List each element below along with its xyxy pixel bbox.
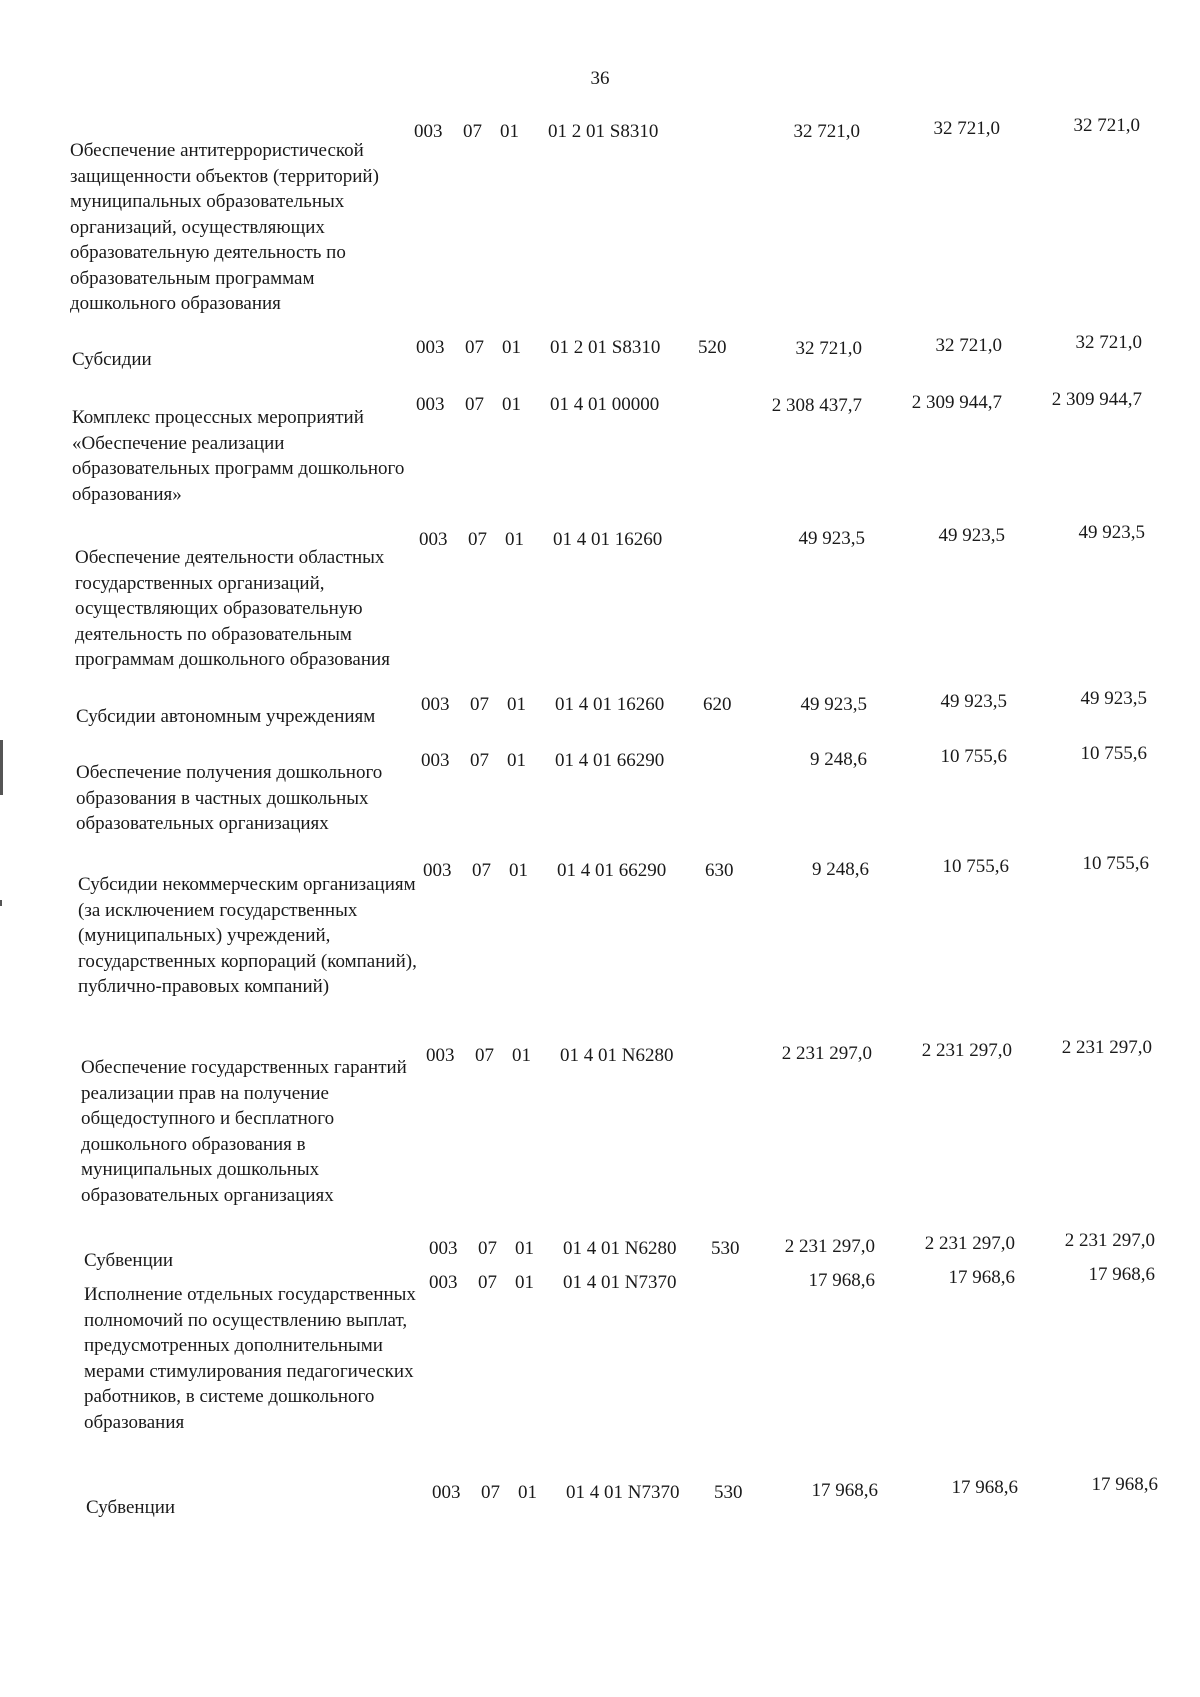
amount-year-1: 2 231 297,0 (784, 1236, 875, 1257)
target-item-code: 01 4 01 N7370 (563, 1272, 677, 1293)
amount-year-3: 49 923,5 (1078, 522, 1145, 543)
amount-year-1: 9 248,6 (812, 859, 869, 880)
row-name: Субвенции (86, 1497, 176, 1518)
grbs-code: 003 (432, 1482, 461, 1503)
amount-year-1: 32 721,0 (795, 338, 862, 359)
target-item-code: 01 4 01 16260 (555, 694, 665, 715)
amount-year-2: 2 231 297,0 (921, 1040, 1012, 1061)
scan-edge-mark (0, 740, 3, 795)
expense-type-code: 530 (711, 1238, 740, 1259)
amount-year-2: 17 968,6 (951, 1477, 1018, 1498)
subsection-code: 01 (518, 1482, 537, 1503)
row-name: Обеспечение государственных гарантий реализации прав на получение общедоступного и бесплатного дошкольного образования в муниципальных дошкольных образовательных организациях (81, 1057, 407, 1206)
amount-year-1: 17 968,6 (811, 1480, 878, 1501)
grbs-code: 003 (429, 1272, 458, 1293)
grbs-code: 003 (421, 750, 450, 771)
target-item-code: 01 4 01 16260 (553, 529, 663, 550)
target-item-code: 01 4 01 66290 (555, 750, 665, 771)
expense-type-code: 620 (703, 694, 732, 715)
grbs-code: 003 (419, 529, 448, 550)
amount-year-1: 2 231 297,0 (781, 1043, 872, 1064)
subsection-code: 01 (509, 860, 528, 881)
grbs-code: 003 (416, 394, 445, 415)
expense-type-code: 530 (714, 1482, 743, 1503)
amount-year-2: 17 968,6 (948, 1267, 1015, 1288)
section-code: 07 (478, 1238, 497, 1259)
subsection-code: 01 (502, 394, 521, 415)
section-code: 07 (478, 1272, 497, 1293)
target-item-code: 01 4 01 N6280 (560, 1045, 674, 1066)
row-name: Комплекс процессных мероприятий «Обеспечение реализации образовательных программ дошкольного образования» (72, 407, 405, 505)
subsection-code: 01 (512, 1045, 531, 1066)
grbs-code: 003 (426, 1045, 455, 1066)
amount-year-2: 49 923,5 (938, 525, 1005, 546)
grbs-code: 003 (421, 694, 450, 715)
amount-year-2: 32 721,0 (935, 335, 1002, 356)
amount-year-3: 49 923,5 (1080, 688, 1147, 709)
row-name: Обеспечение антитеррористической защищенности объектов (территорий) муниципальных образовательных организаций, осуществляющих образовательную деятельность по образовательным программам дошкольного образования (70, 140, 379, 314)
amount-year-3: 32 721,0 (1075, 332, 1142, 353)
grbs-code: 003 (414, 121, 443, 142)
amount-year-2: 2 231 297,0 (924, 1233, 1015, 1254)
row-name: Субвенции (84, 1250, 174, 1271)
section-code: 07 (470, 694, 489, 715)
section-code: 07 (481, 1482, 500, 1503)
expense-type-code: 520 (698, 337, 727, 358)
subsection-code: 01 (500, 121, 519, 142)
amount-year-3: 17 968,6 (1091, 1474, 1158, 1495)
subsection-code: 01 (502, 337, 521, 358)
section-code: 07 (475, 1045, 494, 1066)
row-name: Исполнение отдельных государственных полномочий по осуществлению выплат, предусмотренных дополнительными мерами стимулирования педагогических работников, в системе дошкольного образования (84, 1284, 416, 1433)
section-code: 07 (465, 394, 484, 415)
target-item-code: 01 2 01 S8310 (550, 337, 661, 358)
row-name: Субсидии (72, 349, 152, 370)
amount-year-1: 9 248,6 (810, 749, 867, 770)
target-item-code: 01 2 01 S8310 (548, 121, 659, 142)
expense-type-code: 630 (705, 860, 734, 881)
page-number: 36 (590, 68, 610, 89)
subsection-code: 01 (507, 694, 526, 715)
amount-year-3: 2 309 944,7 (1051, 389, 1142, 410)
amount-year-3: 32 721,0 (1073, 115, 1140, 136)
row-name: Субсидии автономным учреждениям (76, 706, 376, 727)
amount-year-2: 49 923,5 (940, 691, 1007, 712)
scan-edge-mark (0, 900, 2, 906)
amount-year-1: 49 923,5 (798, 528, 865, 549)
amount-year-2: 10 755,6 (940, 746, 1007, 767)
row-name: Обеспечение деятельности областных государственных организаций, осуществляющих образовательную деятельность по образовательным программам дошкольного образования (75, 547, 390, 670)
amount-year-3: 2 231 297,0 (1061, 1037, 1152, 1058)
amount-year-2: 10 755,6 (942, 856, 1009, 877)
amount-year-1: 32 721,0 (793, 121, 860, 142)
amount-year-2: 2 309 944,7 (911, 392, 1002, 413)
amount-year-3: 10 755,6 (1082, 853, 1149, 874)
row-name: Субсидии некоммерческим организациям (за исключением государственных (муниципальных) учреждений, государственных корпораций (компаний), публично-правовых компаний) (78, 874, 417, 997)
grbs-code: 003 (423, 860, 452, 881)
target-item-code: 01 4 01 N6280 (563, 1238, 677, 1259)
section-code: 07 (468, 529, 487, 550)
target-item-code: 01 4 01 00000 (550, 394, 660, 415)
grbs-code: 003 (416, 337, 445, 358)
target-item-code: 01 4 01 N7370 (566, 1482, 680, 1503)
subsection-code: 01 (515, 1238, 534, 1259)
amount-year-1: 2 308 437,7 (771, 395, 862, 416)
section-code: 07 (463, 121, 482, 142)
amount-year-1: 17 968,6 (808, 1270, 875, 1291)
target-item-code: 01 4 01 66290 (557, 860, 667, 881)
subsection-code: 01 (505, 529, 524, 550)
subsection-code: 01 (507, 750, 526, 771)
section-code: 07 (472, 860, 491, 881)
amount-year-3: 10 755,6 (1080, 743, 1147, 764)
section-code: 07 (470, 750, 489, 771)
amount-year-3: 2 231 297,0 (1064, 1230, 1155, 1251)
amount-year-2: 32 721,0 (933, 118, 1000, 139)
grbs-code: 003 (429, 1238, 458, 1259)
row-name: Обеспечение получения дошкольного образования в частных дошкольных образовательных организациях (76, 762, 383, 834)
section-code: 07 (465, 337, 484, 358)
subsection-code: 01 (515, 1272, 534, 1293)
amount-year-1: 49 923,5 (800, 694, 867, 715)
amount-year-3: 17 968,6 (1088, 1264, 1155, 1285)
